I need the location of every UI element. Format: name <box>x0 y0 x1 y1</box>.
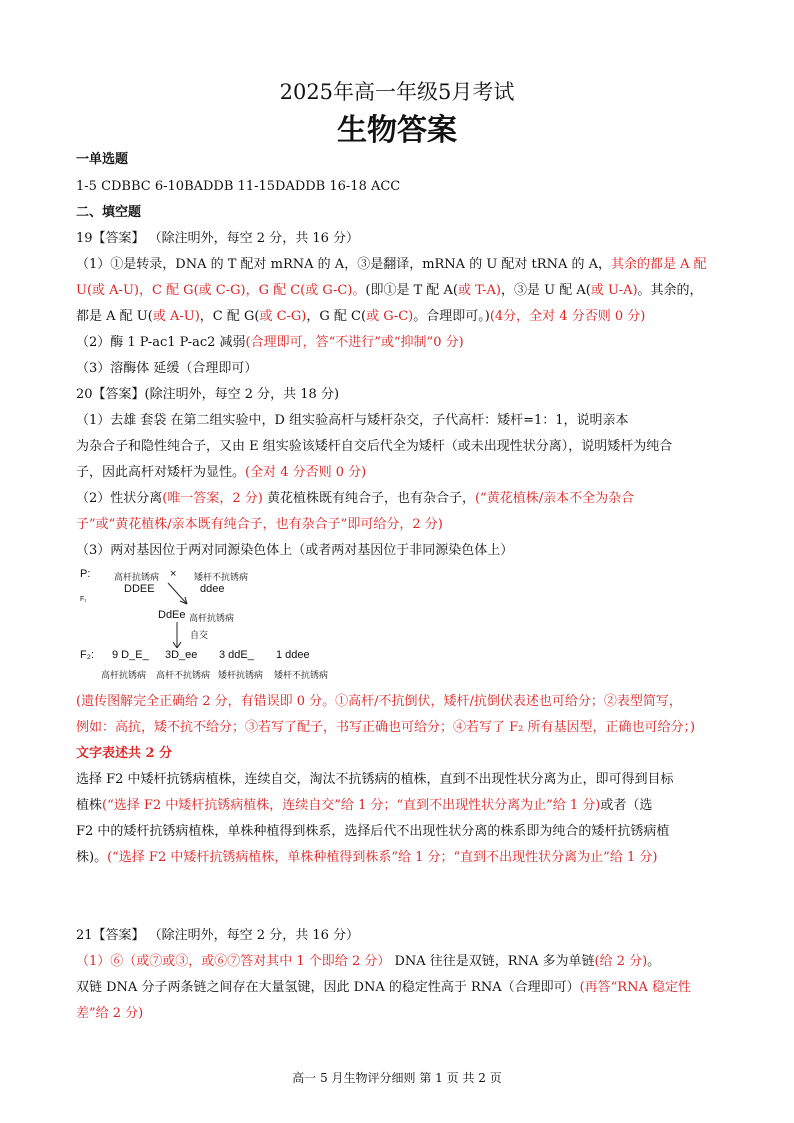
q20-p2-red: (唯一答案，2 分) <box>162 491 263 506</box>
diagram-f2-phenotype-1: 高杆抗锈病 <box>101 670 147 680</box>
q20-text4-a: 株)。 <box>76 850 108 865</box>
q20-part2-line2: 子”或“黄花植株/亲本既有纯合子，也有杂合子”即可给分，2 分) <box>76 517 443 532</box>
q19-p1-text: （1）①是转录，DNA 的 T 配对 mRNA 的 A，③是翻译，mRNA 的 U 配对 tRNA 的 A， <box>76 257 611 272</box>
exam-title: 2025年高一年级5月考试 <box>279 80 515 104</box>
q19-header: 19【答案】 （除注明外，每空 2 分，共 16 分） <box>76 231 360 246</box>
q20-p1c-red: (全对 4 分否则 0 分) <box>245 465 367 480</box>
q21-p1-red-b: (给 2 分) <box>594 954 648 969</box>
q19-p1b-text3: 。其余的， <box>637 283 703 298</box>
q21-part1-line2 <box>76 980 691 996</box>
diagram-f2-genotype-2: 3D_ee <box>165 649 198 661</box>
diagram-f1-label: F₁ <box>80 596 87 603</box>
page-footer: 高一 5 月生物评分细则 第 1 页 共 2 页 <box>292 1071 502 1085</box>
diagram-arrow-f1-to-f2 <box>170 621 184 651</box>
diagram-p-label: P: <box>80 568 91 580</box>
q19-p1b-red2: 或 T-A) <box>458 283 501 298</box>
q21-header: 21【答案】 （除注明外，每空 2 分，共 16 分） <box>76 928 360 943</box>
diagram-f2-label: F₂: <box>80 649 95 661</box>
q19-p2-red: (合理即可，答“不进行”或“抑制”0 分) <box>245 335 464 350</box>
diagram-p2-genotype: ddee <box>200 583 225 595</box>
q21-p1-text: DNA 往往是双链，RNA 多为单链 <box>390 954 595 969</box>
q19-p1b-red3: 或 U-A) <box>590 283 638 298</box>
q20-text-line2 <box>76 798 652 814</box>
subject-title: 生物答案 <box>337 113 457 148</box>
q20-part2-line1 <box>76 491 634 507</box>
diagram-f1-phenotype: 高杆抗锈病 <box>189 613 235 623</box>
diagram-f2-genotype-1: 9 D_E_ <box>112 649 149 661</box>
q19-part2 <box>76 335 464 351</box>
q21-p1b-text: 双链 DNA 分子两条链之间存在大量氢键，因此 DNA 的稳定性高于 RNA（合理即可） <box>76 980 580 995</box>
q20-note-line2: 例如：高抗，矮不抗不给分；③若写了配子，书写正确也可给分；④若写了 F₂ 所有基因型，正确也可给分；) <box>76 720 696 735</box>
q19-part1-line2 <box>76 283 703 299</box>
q19-p1c-text4: 。合理即可。) <box>413 309 490 324</box>
q21-part1-line3: 差”给 2 分) <box>76 1006 144 1021</box>
q20-note-line1: (遗传图解完全正确给 2 分，有错误即 0 分。①高杆/不抗倒伏，矮杆/抗倒伏表述也可给分；②表型简写， <box>76 694 682 709</box>
q20-text2-red: (“选择 F2 中矮杆抗锈病植株，连续自交”给 1 分；“直到不出现性状分离为止”给 1 分) <box>102 798 601 813</box>
diagram-selfing: 自交 <box>190 630 209 640</box>
q19-p1c-text: 都是 A 配 U( <box>76 309 153 324</box>
fill-in-title: 二、填空题 <box>76 205 142 220</box>
q20-part3: （3）两对基因位于两对同源染色体上（或者两对基因位于非同源染色体上） <box>76 543 514 558</box>
diagram-f2-phenotype-2: 高杆不抗锈病 <box>156 670 211 680</box>
q21-p1-text2: 。 <box>647 954 661 969</box>
q19-p1c-red3: 或 G-C) <box>366 309 414 324</box>
q21-p1b-red: (再答“RNA 稳定性 <box>579 980 691 995</box>
diagram-f2-genotype-3: 3 ddE_ <box>219 649 254 661</box>
diagram-f2-phenotype-3: 矮杆抗锈病 <box>218 670 264 680</box>
q20-part1-line2: 为杂合子和隐性纯合子，又由 E 组实验该矮杆自交后代全为矮杆（或未出现性状分离），说明矮杆为纯合 <box>76 439 673 454</box>
q20-note-bold: 文字表述共 2 分 <box>76 746 173 761</box>
diagram-f2-genotype-4: 1 ddee <box>276 649 310 661</box>
q19-part1-line1 <box>76 257 707 273</box>
diagram-cross-sign: × <box>170 568 177 580</box>
q19-p2-text: （2）酶 1 P-ac1 P-ac2 减弱 <box>76 335 246 350</box>
diagram-f1-genotype: DdEe <box>158 609 186 621</box>
q20-text2-b: 或者（选 <box>600 798 653 813</box>
q20-text-line1: 选择 F2 中矮杆抗锈病植株，连续自交，淘汰不抗锈病的植株，直到不出现性状分离为止，即可得到目标 <box>76 772 674 787</box>
q20-p2-text: （2）性状分离 <box>76 491 163 506</box>
q19-p1b-text2: ，③是 U 配 A( <box>501 283 591 298</box>
q19-p1b-text: (即①是 T 配 A( <box>365 283 459 298</box>
q19-p1-red: 其余的都是 A 配 <box>610 257 707 272</box>
q20-text4-red: (“选择 F2 中矮杆抗锈病植株，单株种植得到株系”给 1 分；“直到不出现性状分离为止”给 1 分) <box>107 850 658 865</box>
q20-text-line4 <box>76 850 657 866</box>
q19-p1b-red: U(或 A-U)，C 配 G(或 C-G)，G 配 C(或 G-C)。 <box>76 283 366 298</box>
q21-p1-red-a: （1）⑥（或⑦或③，或⑥⑦答对其中 1 个即给 2 分） <box>76 954 391 969</box>
single-choice-title: 一单选题 <box>76 152 129 167</box>
diagram-p2-phenotype: 矮杆不抗锈病 <box>194 572 249 582</box>
diagram-p1-genotype: DDEE <box>124 583 155 595</box>
q19-part1-line3 <box>76 309 645 325</box>
q20-p2-red2: (“黄花植株/亲本不全为杂合 <box>474 491 635 506</box>
single-choice-answers: 1-5 CDBBC 6-10BADDB 11-15DADDB 16-18 ACC <box>76 179 401 194</box>
q20-text2-a: 植株 <box>76 798 103 813</box>
diagram-arrow-p-to-f1 <box>165 581 205 607</box>
q19-p1c-red2: 或 C-G) <box>259 309 307 324</box>
q20-part1-line1: （1）去雄 套袋 在第二组实验中，D 组实验高杆与矮杆杂交，子代高杆：矮杆=1：1，说明亲本 <box>76 413 629 428</box>
q21-part1-line1 <box>76 954 660 970</box>
q19-p1c-text3: ，G 配 C( <box>306 309 367 324</box>
diagram-p1-phenotype: 高杆抗锈病 <box>114 572 160 582</box>
q20-p2-text2: 黄花植株既有纯合子，也有杂合子， <box>262 491 475 506</box>
q19-p1c-text2: ，C 配 G( <box>199 309 260 324</box>
diagram-f2-phenotype-4: 矮杆不抗锈病 <box>274 670 329 680</box>
q20-part1-line3 <box>76 465 366 481</box>
q19-p1c-red4: (4分，全对 4 分否则 0 分) <box>489 309 646 324</box>
q20-header: 20【答案】(除注明外，每空 2 分，共 18 分) <box>76 387 340 402</box>
q19-part3: （3）溶酶体 延缓（合理即可） <box>76 361 258 376</box>
q20-p1c-text: 子，因此高杆对矮杆为显性。 <box>76 465 246 480</box>
q20-text-line3: F2 中的矮杆抗锈病植株，单株种植得到株系，选择后代不出现性状分离的株系即为纯合的矮杆抗锈病植 <box>76 824 670 839</box>
q19-p1c-red: 或 A-U) <box>152 309 200 324</box>
